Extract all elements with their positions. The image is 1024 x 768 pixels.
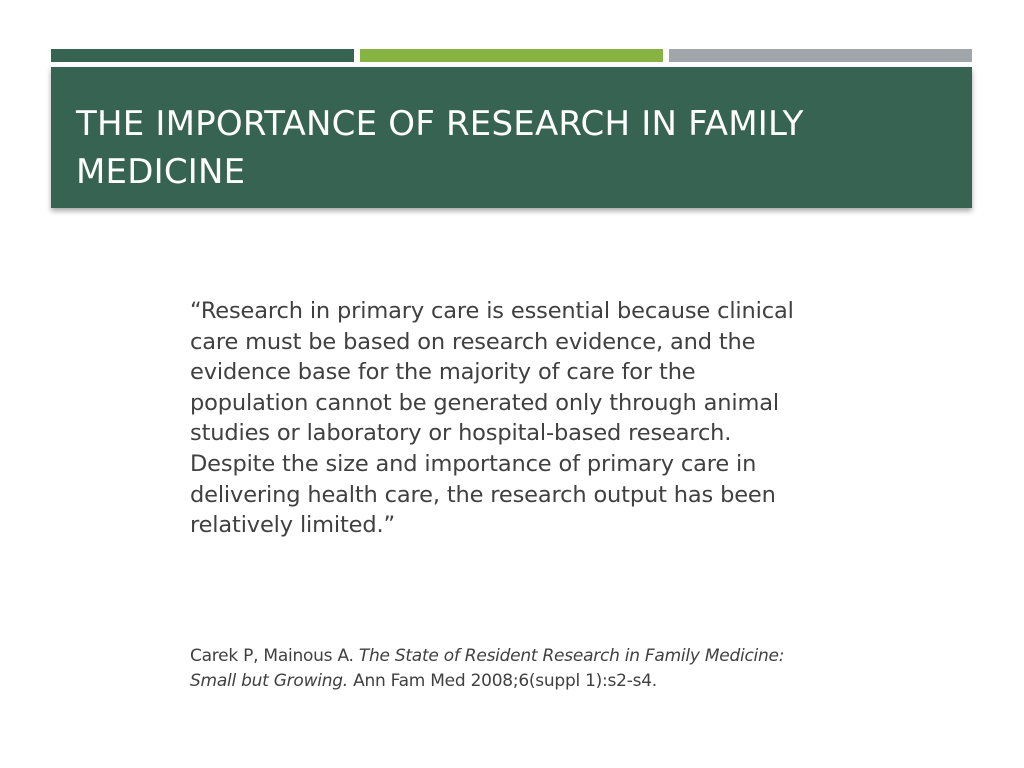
title-band — [51, 67, 972, 208]
accent-bar-dark-green — [51, 49, 354, 62]
citation — [190, 644, 840, 694]
quote-line: delivering health care, the research output has been — [190, 481, 776, 508]
slide-title: THE IMPORTANCE OF RESEARCH IN FAMILY MEDICINE — [76, 104, 804, 192]
quote-line: evidence base for the majority of care for the — [190, 359, 696, 386]
quote-line: Despite the size and importance of primary care in — [190, 450, 757, 477]
quote-line: “Research in primary care is essential because clinical — [190, 298, 794, 324]
accent-bar-gray — [669, 49, 972, 62]
citation-work-title-continued: Small but Growing. — [190, 671, 348, 691]
quote-line: relatively limited.” — [190, 512, 396, 539]
quote-line: population cannot be generated only through animal — [190, 389, 780, 416]
quote-text — [190, 296, 840, 541]
quote-line: care must be based on research evidence, and the — [190, 328, 756, 355]
citation-source: Ann Fam Med 2008;6(suppl 1):s2-s4. — [347, 671, 657, 691]
citation-work-title: The State of Resident Research in Family Medicine: — [358, 646, 785, 666]
quote-line: studies or laboratory or hospital-based research. — [190, 420, 732, 447]
accent-bar-light-green — [360, 49, 663, 62]
citation-authors: Carek P, Mainous A. — [190, 646, 359, 666]
